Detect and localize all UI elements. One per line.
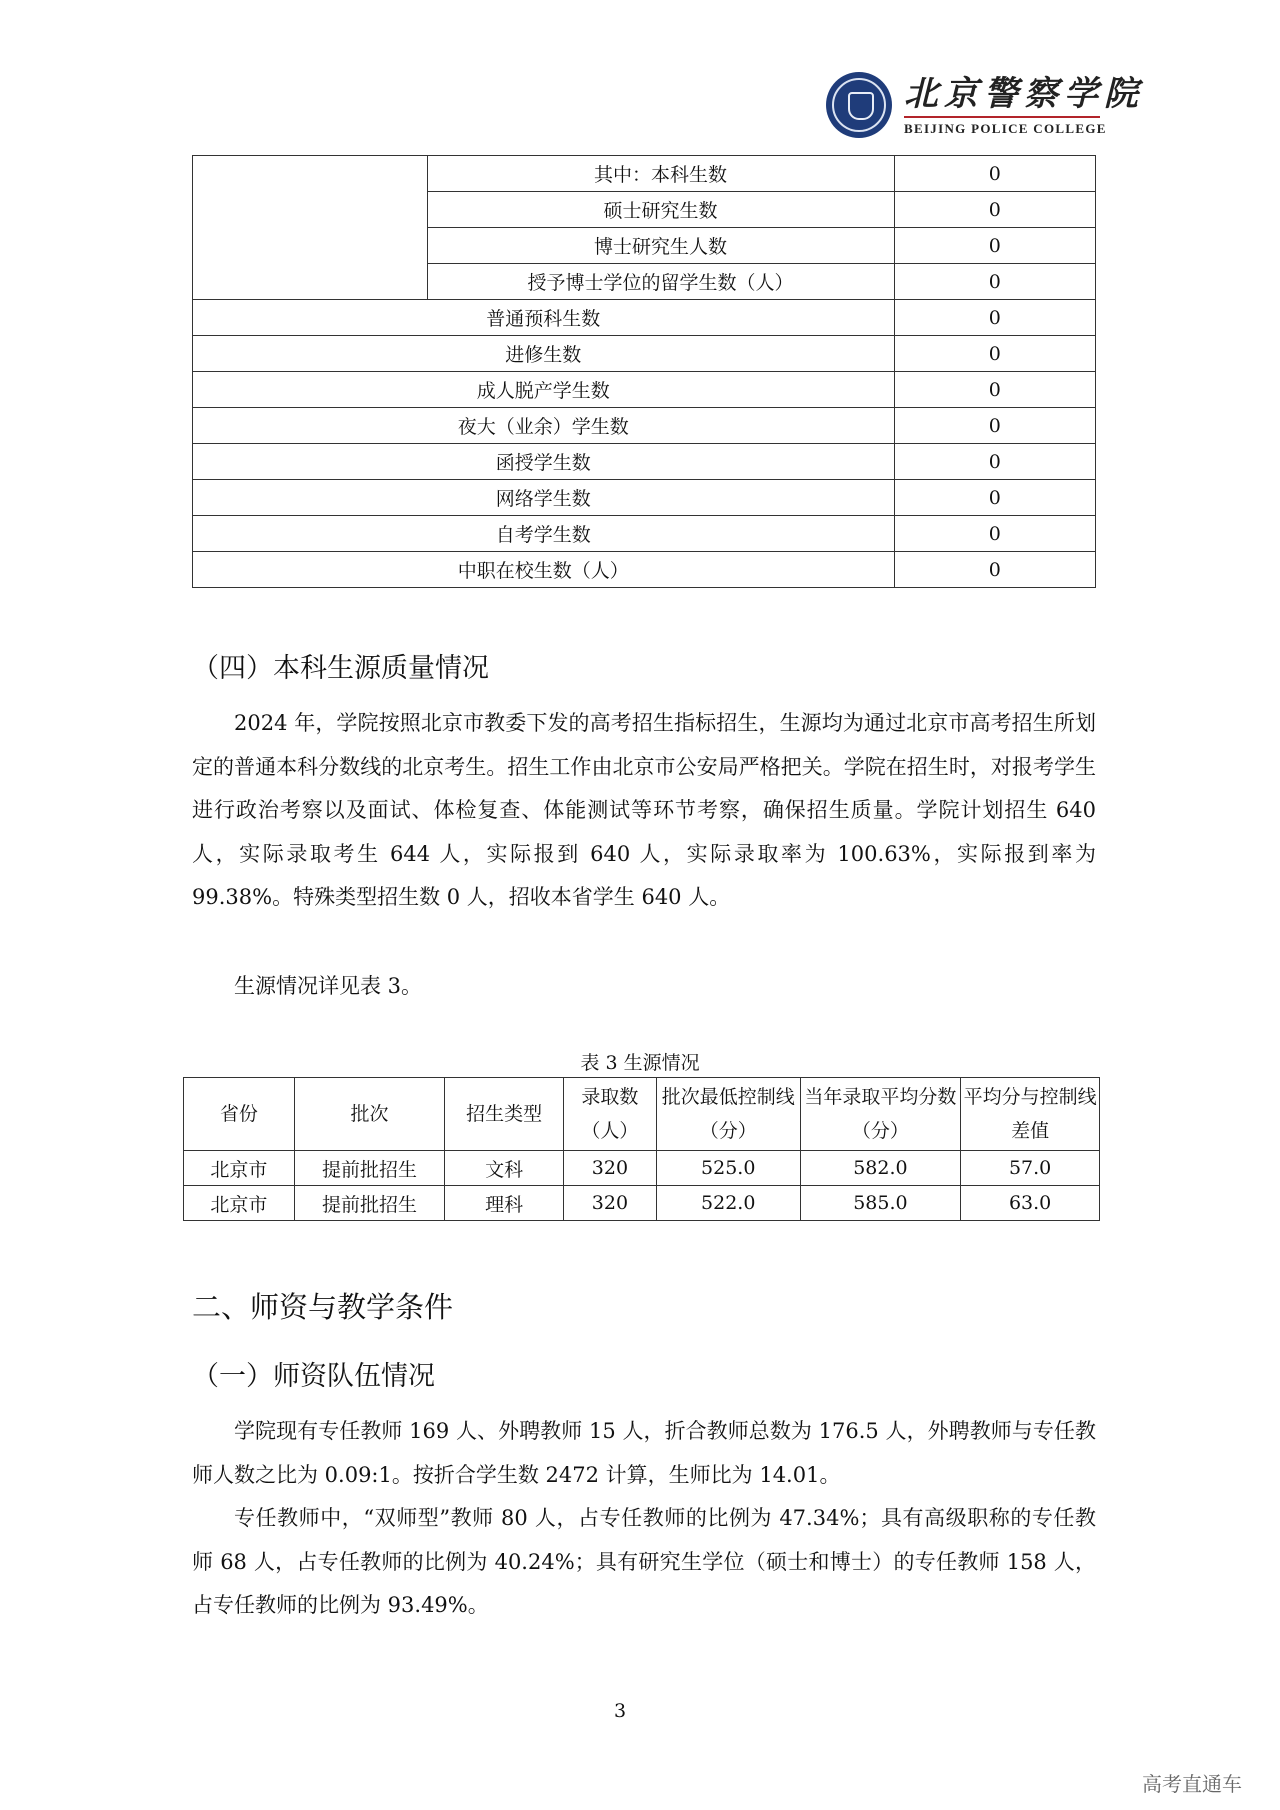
column-header: 录取数（人） bbox=[563, 1078, 656, 1151]
table-row bbox=[184, 1186, 1100, 1221]
cell-type: 文科 bbox=[445, 1151, 564, 1186]
row-label: 自考学生数 bbox=[193, 516, 895, 552]
row-value: 0 bbox=[894, 228, 1095, 264]
row-value: 0 bbox=[894, 372, 1095, 408]
cell-province: 北京市 bbox=[184, 1186, 295, 1221]
student-quality-paragraph: 2024 年，学院按照北京市教委下发的高考招生指标招生，生源均为通过北京市高考招生所划定的普通本科分数线的北京考生。招生工作由北京市公安局严格把关。学院在招生时，对报考学生进行政治考察以及面试、体检复查、体能测试等环节考察，确保招生质量。学院计划招生 640 人，实际录取考生 644 人，实际报到 640 人，实际录取率为 100.63%，实际报到率为 99.38%。特殊类型招生数 0 人，招收本省学生 640 人。 bbox=[192, 711, 1096, 909]
row-label: 夜大（业余）学生数 bbox=[193, 408, 895, 444]
row-label: 成人脱产学生数 bbox=[193, 372, 895, 408]
row-label: 函授学生数 bbox=[193, 444, 895, 480]
row-label: 博士研究生人数 bbox=[427, 228, 894, 264]
college-logo bbox=[826, 72, 1144, 138]
cell-batch: 提前批招生 bbox=[294, 1151, 445, 1186]
watermark: 高考直通车 bbox=[1142, 1772, 1242, 1796]
cell-type: 理科 bbox=[445, 1186, 564, 1221]
row-label: 中职在校生数（人） bbox=[193, 552, 895, 588]
table-row bbox=[193, 372, 1096, 408]
table-reference-paragraph: 生源情况详见表 3。 bbox=[234, 974, 423, 998]
logo-english-name: BEIJING POLICE COLLEGE bbox=[904, 120, 1107, 136]
row-value: 0 bbox=[894, 192, 1095, 228]
row-label: 授予博士学位的留学生数（人） bbox=[427, 264, 894, 300]
row-label: 硕士研究生数 bbox=[427, 192, 894, 228]
table-row bbox=[193, 516, 1096, 552]
column-header: 招生类型 bbox=[445, 1078, 564, 1151]
table-row bbox=[193, 336, 1096, 372]
logo-chinese-name: 北京警察学院 bbox=[904, 73, 1144, 114]
table-row bbox=[193, 156, 1096, 192]
cell-avg-score: 585.0 bbox=[800, 1186, 961, 1221]
row-value: 0 bbox=[894, 264, 1095, 300]
cell-batch: 提前批招生 bbox=[294, 1186, 445, 1221]
row-value: 0 bbox=[894, 156, 1095, 192]
chapter-heading-faculty: 二、师资与教学条件 bbox=[192, 1290, 454, 1324]
table-row bbox=[193, 444, 1096, 480]
row-value: 0 bbox=[894, 408, 1095, 444]
logo-divider bbox=[904, 116, 1100, 118]
cell-avg-score: 582.0 bbox=[800, 1151, 961, 1186]
row-value: 0 bbox=[894, 516, 1095, 552]
row-label: 网络学生数 bbox=[193, 480, 895, 516]
row-value: 0 bbox=[894, 336, 1095, 372]
row-value: 0 bbox=[894, 480, 1095, 516]
table-row bbox=[193, 552, 1096, 588]
section-heading-faculty-team: （一）师资队伍情况 bbox=[192, 1361, 435, 1392]
column-header: 当年录取平均分数（分） bbox=[800, 1078, 961, 1151]
table-row bbox=[184, 1151, 1100, 1186]
row-value: 0 bbox=[894, 444, 1095, 480]
student-source-table bbox=[183, 1077, 1100, 1221]
row-label: 其中：本科生数 bbox=[427, 156, 894, 192]
police-emblem-icon bbox=[826, 72, 892, 138]
column-header: 平均分与控制线差值 bbox=[961, 1078, 1100, 1151]
table-row bbox=[193, 408, 1096, 444]
row-value: 0 bbox=[894, 552, 1095, 588]
cell-admitted: 320 bbox=[563, 1151, 656, 1186]
cell-min-line: 525.0 bbox=[656, 1151, 800, 1186]
row-label: 普通预科生数 bbox=[193, 300, 895, 336]
faculty-count-paragraph: 学院现有专任教师 169 人、外聘教师 15 人，折合教师总数为 176.5 人，外聘教师与专任教师人数之比为 0.09:1。按折合学生数 2472 计算，生师比为 14.01。 bbox=[192, 1419, 1096, 1487]
row-value: 0 bbox=[894, 300, 1095, 336]
row-label: 进修生数 bbox=[193, 336, 895, 372]
cell-difference: 63.0 bbox=[961, 1186, 1100, 1221]
section-heading-student-quality: （四）本科生源质量情况 bbox=[192, 653, 489, 684]
student-count-table bbox=[192, 155, 1096, 588]
table-row bbox=[193, 300, 1096, 336]
table-header-row bbox=[184, 1078, 1100, 1151]
cell-province: 北京市 bbox=[184, 1151, 295, 1186]
column-header: 省份 bbox=[184, 1078, 295, 1151]
column-header: 批次最低控制线（分） bbox=[656, 1078, 800, 1151]
column-header: 批次 bbox=[294, 1078, 445, 1151]
page-number: 3 bbox=[613, 1700, 627, 1722]
table3-caption: 表 3 生源情况 bbox=[580, 1052, 700, 1074]
cell-admitted: 320 bbox=[563, 1186, 656, 1221]
cell-difference: 57.0 bbox=[961, 1151, 1100, 1186]
table-row bbox=[193, 480, 1096, 516]
cell-min-line: 522.0 bbox=[656, 1186, 800, 1221]
faculty-qualification-paragraph: 专任教师中，“双师型”教师 80 人，占专任教师的比例为 47.34%；具有高级职称的专任教师 68 人，占专任教师的比例为 40.24%；具有研究生学位（硕士和博士）的专任教师 158 人，占专任教师的比例为 93.49%。 bbox=[192, 1506, 1096, 1617]
merged-category-cell bbox=[193, 156, 428, 300]
